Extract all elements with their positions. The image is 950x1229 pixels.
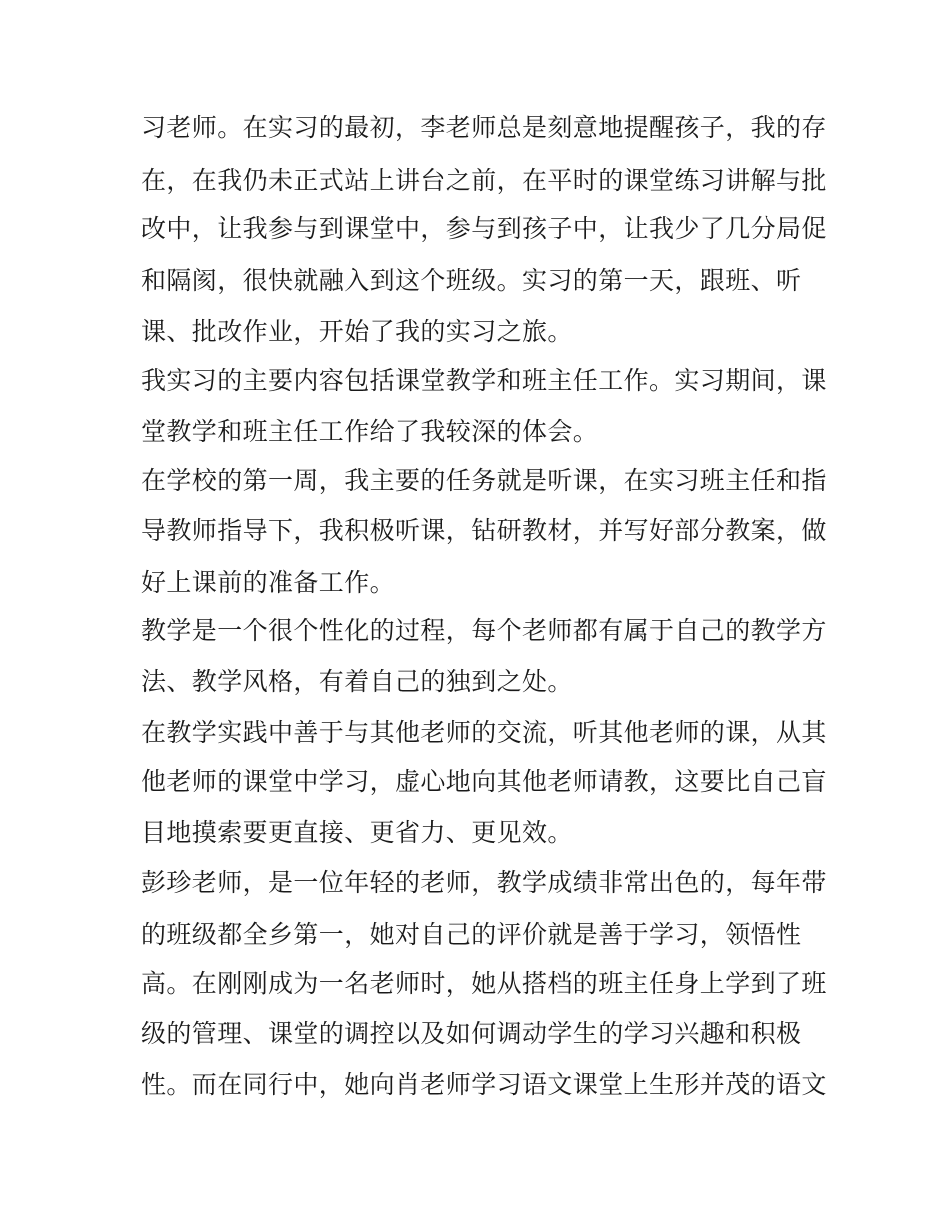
text-line: 和隔阂，很快就融入到这个班级。实习的第一天，跟班、听 [141,266,802,295]
text-line: 堂教学和班主任工作给了我较深的体会。 [141,417,599,446]
text-line: 课、批改作业，开始了我的实习之旅。 [141,317,573,346]
text-line: 高。在刚刚成为一名老师时，她从搭档的班主任身上学到了班 [141,969,827,998]
text-line: 目地摸索要更直接、更省力、更见效。 [141,818,573,847]
text-line: 在学校的第一周，我主要的任务就是听课，在实习班主任和指 [141,466,827,495]
text-line: 在，在我仍未正式站上讲台之前，在平时的课堂练习讲解与批 [141,166,827,195]
text-line: 他老师的课堂中学习，虚心地向其他老师请教，这要比自己盲 [141,767,827,796]
text-line: 改中，让我参与到课堂中，参与到孩子中，让我少了几分局促 [141,214,827,243]
text-line: 教学是一个很个性化的过程，每个老师都有属于自己的教学方 [141,616,827,645]
text-line: 的班级都全乡第一，她对自己的评价就是善于学习，领悟性 [141,920,802,949]
text-line: 我实习的主要内容包括课堂教学和班主任工作。实习期间，课 [141,366,827,395]
text-line: 导教师指导下，我积极听课，钻研教材，并写好部分教案，做 [141,516,827,545]
text-line: 彭珍老师，是一位年轻的老师，教学成绩非常出色的，每年带 [141,868,827,897]
text-line: 性。而在同行中，她向肖老师学习语文课堂上生形并茂的语文 [141,1070,827,1099]
text-line: 在教学实践中善于与其他老师的交流，听其他老师的课，从其 [141,718,827,747]
text-line: 级的管理、课堂的调控以及如何调动学生的学习兴趣和积极 [141,1019,802,1048]
text-line: 好上课前的准备工作。 [141,568,396,597]
text-line: 习老师。在实习的最初，李老师总是刻意地提醒孩子，我的存 [141,113,827,142]
text-line: 法、教学风格，有着自己的独到之处。 [141,667,573,696]
